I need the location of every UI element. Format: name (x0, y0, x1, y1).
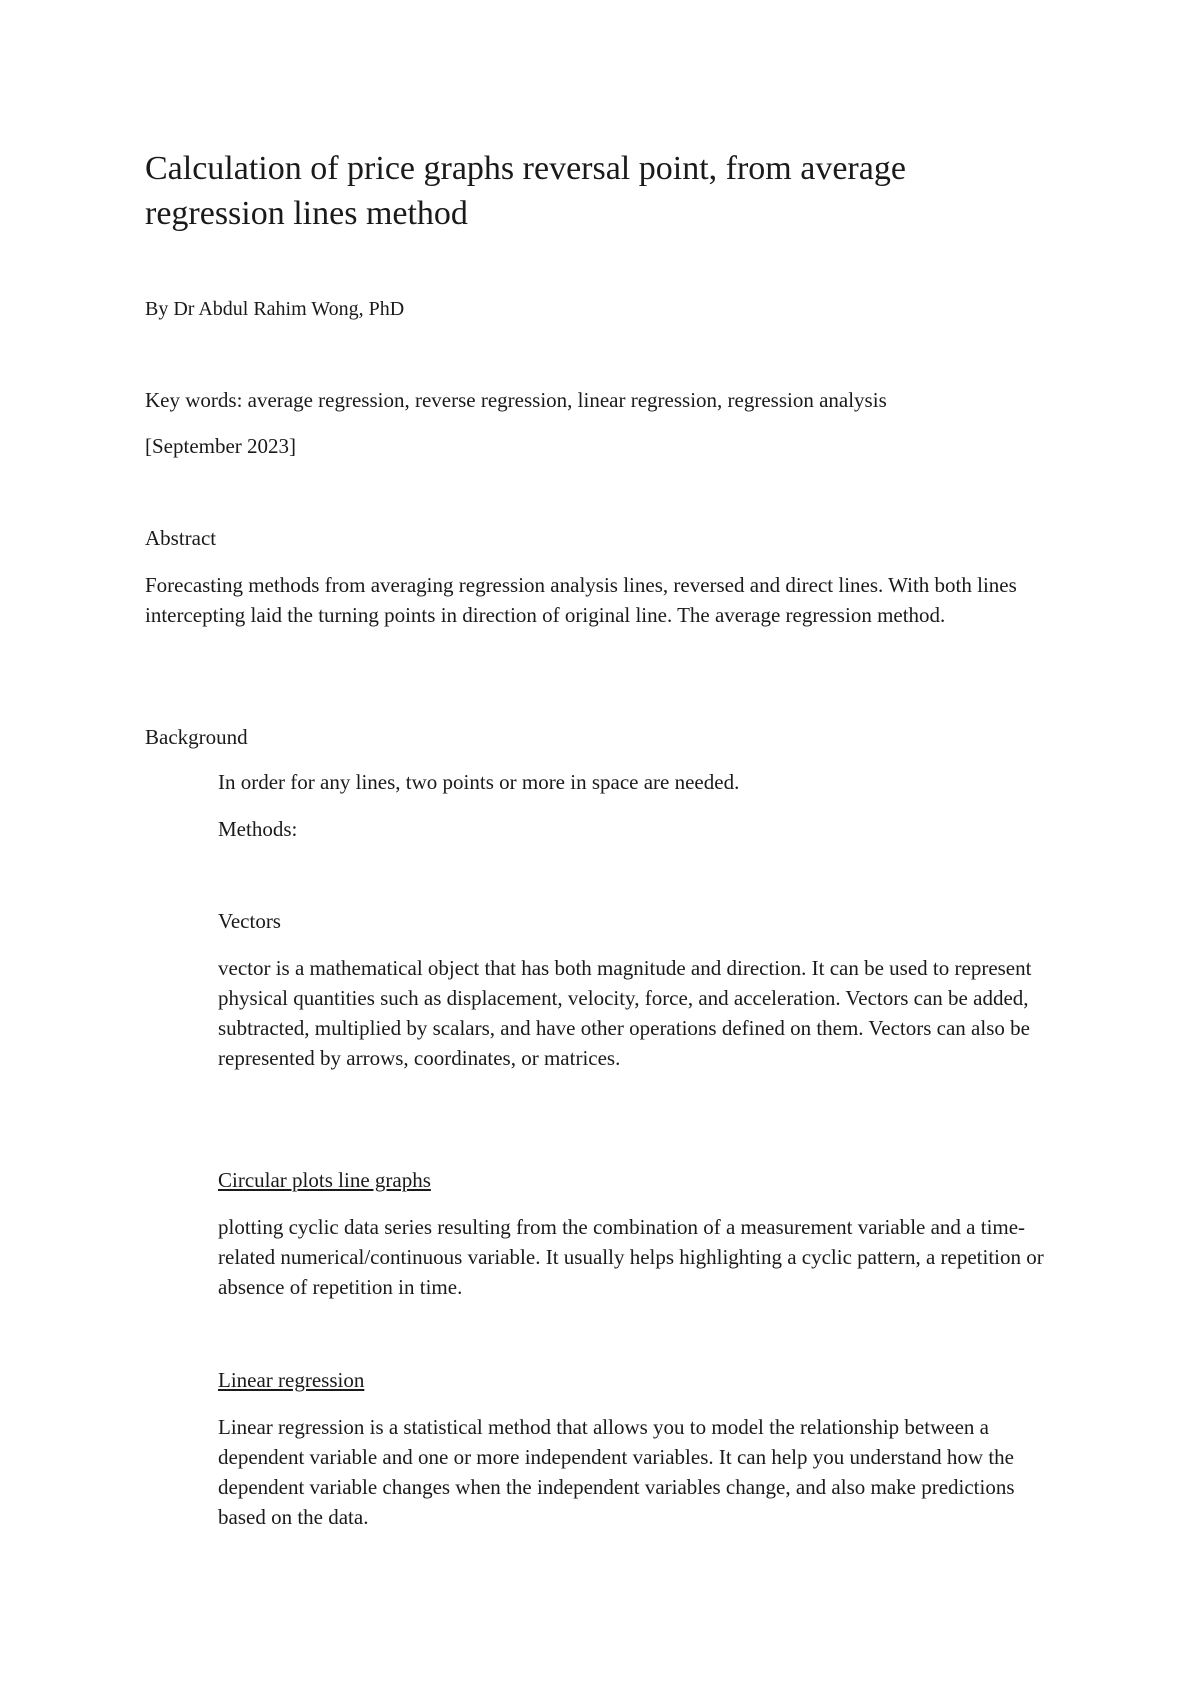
author-line: By Dr Abdul Rahim Wong, PhD (145, 298, 405, 320)
abstract-heading: Abstract (145, 526, 217, 550)
background-intro: In order for any lines, two points or more in space are needed. (218, 770, 740, 794)
methods-label: Methods: (218, 817, 298, 841)
keywords-line: Key words: average regression, reverse regression, linear regression, regression analysis (145, 388, 887, 412)
vectors-heading: Vectors (218, 909, 281, 933)
circular-plots-text: plotting cyclic data series resulting from the combination of a measurement variable and a time-related numerical/continuous variable. It usually helps highlighting a cyclic pattern, a repetition or absence of repetition in time. (218, 1215, 1044, 1299)
date-line: [September 2023] (145, 434, 297, 458)
document-title: Calculation of price graphs reversal point, from average regression lines method (145, 150, 906, 232)
linear-regression-heading: Linear regression (218, 1368, 365, 1392)
vectors-text: vector is a mathematical object that has both magnitude and direction. It can be used to represent physical quantities such as displacement, velocity, force, and acceleration. Vectors can be added, subtracted, multiplied by scalars, and have other operations defined on them. Vectors can also be represented by arrows, coordinates, or matrices. (218, 956, 1032, 1070)
abstract-text: Forecasting methods from averaging regression analysis lines, reversed and direct lines. With both lines intercepting laid the turning points in direction of original line. The average regression method. (145, 573, 1017, 627)
background-heading: Background (145, 725, 248, 749)
circular-plots-heading: Circular plots line graphs (218, 1168, 431, 1192)
linear-regression-text: Linear regression is a statistical method that allows you to model the relationship between a dependent variable and one or more independent variables. It can help you understand how the dependent variable changes when the independent variables change, and also make predictions based on the data. (218, 1415, 1015, 1529)
